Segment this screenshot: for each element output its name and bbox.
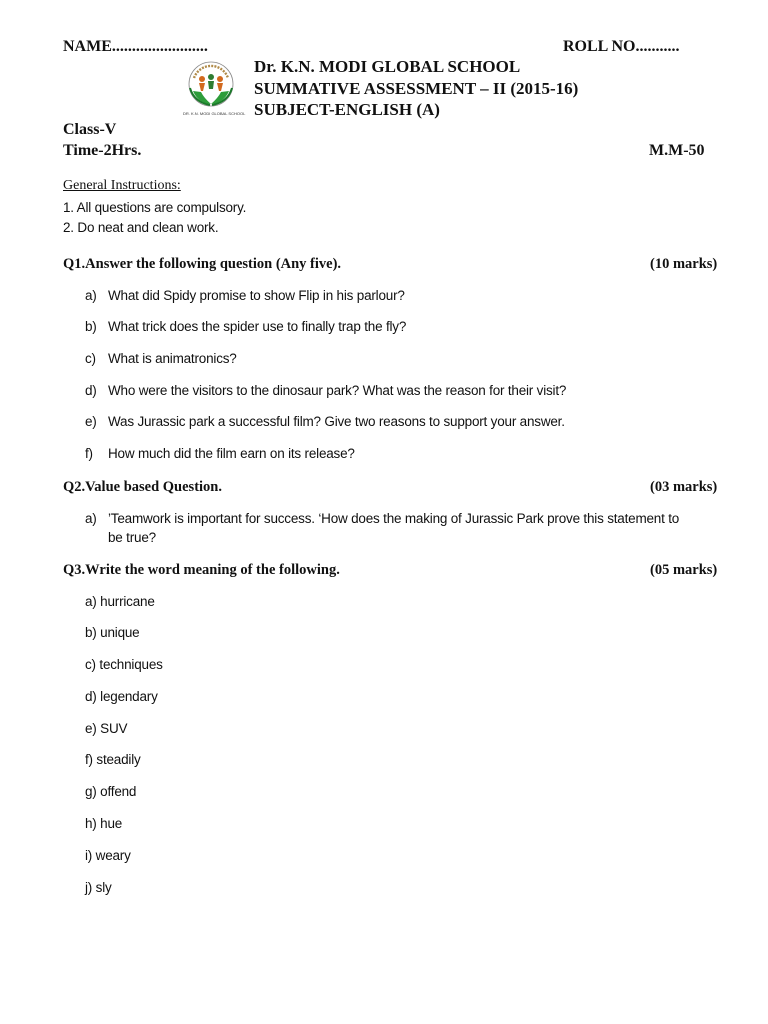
- item-label: a): [85, 288, 97, 303]
- school-logo: [180, 58, 246, 120]
- list-item: d) legendary: [85, 689, 158, 704]
- name-field-label: NAME........................: [63, 38, 208, 55]
- instructions-heading: General Instructions:: [63, 178, 181, 193]
- list-item: a) hurricane: [85, 594, 155, 609]
- list-item: h) hue: [85, 816, 123, 831]
- instruction-item: 2. Do neat and clean work.: [63, 220, 219, 235]
- item-label: b): [85, 319, 97, 334]
- list-item: j) sly: [85, 880, 112, 895]
- item-label: a): [85, 511, 97, 526]
- question-text: Who were the visitors to the dinosaur park? What was the reason for their visit?: [108, 383, 567, 398]
- question-1-title: Q1.Answer the following question (Any five).: [63, 256, 342, 272]
- school-name: Dr. K.N. MODI GLOBAL SCHOOL: [254, 57, 521, 76]
- question-2-marks: (03 marks): [650, 479, 718, 495]
- list-item: b) unique: [85, 625, 140, 640]
- list-item: c) techniques: [85, 657, 163, 672]
- list-item: g) offend: [85, 784, 137, 799]
- question-text-continuation: be true?: [108, 530, 156, 545]
- question-text: How much did the film earn on its release?: [108, 446, 355, 461]
- question-2-title: Q2.Value based Question.: [63, 479, 222, 495]
- question-text: ’Teamwork is important for success. ‘How does the making of Jurassic Park prove this statement to: [108, 511, 680, 526]
- list-item: e) SUV: [85, 721, 128, 736]
- question-3-marks: (05 marks): [650, 562, 718, 578]
- list-item: i) weary: [85, 848, 131, 863]
- item-label: d): [85, 383, 97, 398]
- item-label: e): [85, 414, 97, 429]
- question-3-title: Q3.Write the word meaning of the following.: [63, 562, 340, 578]
- class-label: Class-V: [63, 121, 117, 138]
- question-text: Was Jurassic park a successful film? Give two reasons to support your answer.: [108, 414, 565, 429]
- question-1-marks: (10 marks): [650, 256, 718, 272]
- subject-title: SUBJECT-ENGLISH (A): [254, 100, 440, 119]
- time-label: Time-2Hrs.: [63, 142, 142, 159]
- roll-number-field-label: ROLL NO...........: [563, 38, 680, 55]
- max-marks-label: M.M-50: [649, 142, 705, 159]
- question-text: What did Spidy promise to show Flip in his parlour?: [108, 288, 405, 303]
- item-label: c): [85, 351, 96, 366]
- item-label: f): [85, 446, 93, 461]
- assessment-title: SUMMATIVE ASSESSMENT – II (2015-16): [254, 79, 579, 98]
- instruction-item: 1. All questions are compulsory.: [63, 200, 247, 215]
- question-text: What trick does the spider use to finally trap the fly?: [108, 319, 407, 334]
- logo-caption: DR. K.N. MODI GLOBAL SCHOOL: [183, 111, 246, 116]
- question-text: What is animatronics?: [108, 351, 237, 366]
- list-item: f) steadily: [85, 752, 141, 767]
